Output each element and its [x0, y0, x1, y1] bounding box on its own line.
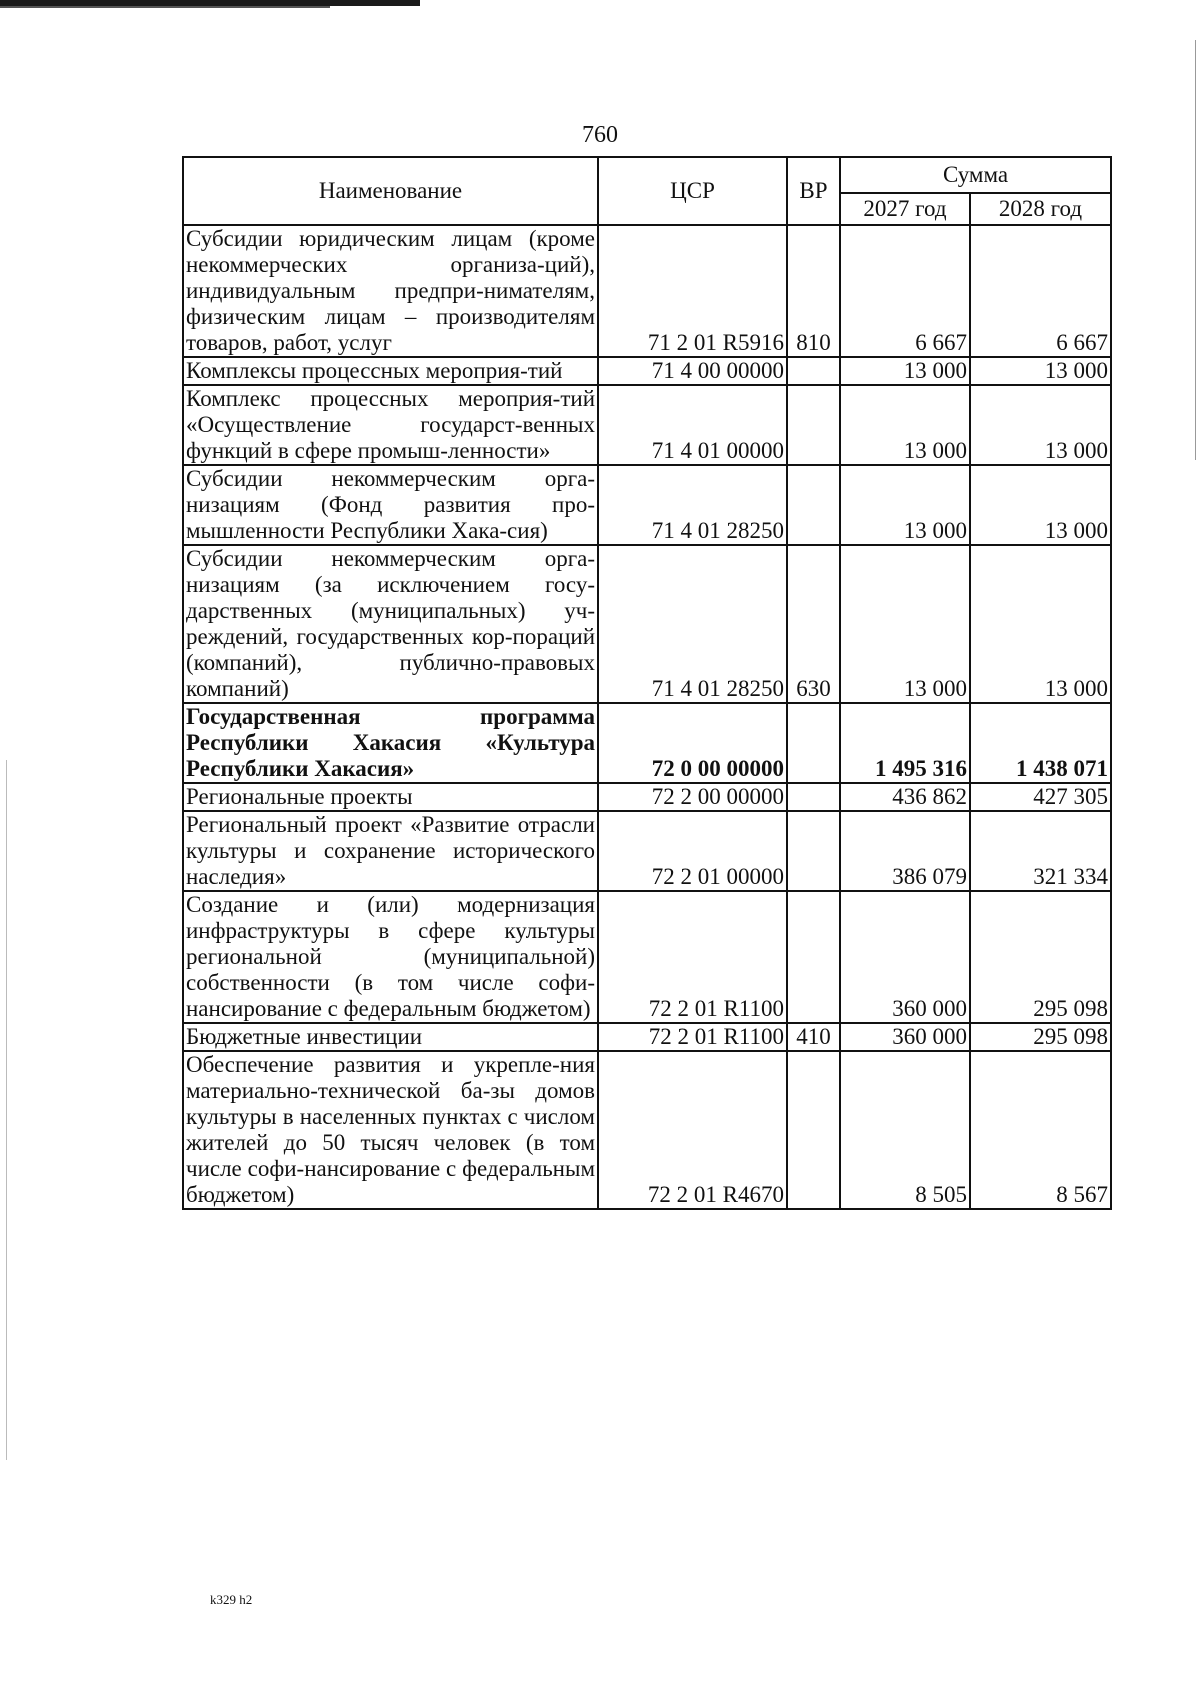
header-csr: ЦСР [598, 157, 787, 225]
cell-amount-2028: 1 438 071 [970, 703, 1111, 783]
cell-name: Бюджетные инвестиции [183, 1023, 598, 1051]
cell-amount-2027: 13 000 [840, 465, 970, 545]
cell-amount-2027: 360 000 [840, 891, 970, 1023]
cell-vr: 810 [787, 225, 840, 357]
cell-vr [787, 811, 840, 891]
cell-vr [787, 783, 840, 811]
scan-edge-right [1195, 40, 1196, 460]
cell-csr: 71 4 01 28250 [598, 545, 787, 703]
cell-amount-2028: 13 000 [970, 465, 1111, 545]
cell-name: Региональные проекты [183, 783, 598, 811]
cell-amount-2027: 6 667 [840, 225, 970, 357]
table-row [183, 891, 1111, 1023]
cell-name: Комплекс процессных мероприя-тий «Осуществление государст-венных функций в сфере промыш-ленности» [183, 385, 598, 465]
cell-csr: 72 2 01 R4670 [598, 1051, 787, 1209]
cell-amount-2028: 295 098 [970, 1023, 1111, 1051]
cell-amount-2027: 13 000 [840, 545, 970, 703]
table-row [183, 811, 1111, 891]
budget-table [182, 156, 1112, 1210]
footer-document-code: k329 h2 [210, 1592, 253, 1607]
cell-name: Субсидии некоммерческим орга-низациям (Фонд развития про-мышленности Республики Хака-сия) [183, 465, 598, 545]
budget-table-container [182, 156, 1110, 1210]
cell-csr: 72 0 00 00000 [598, 703, 787, 783]
page-number: 760 [582, 122, 618, 148]
cell-vr: 410 [787, 1023, 840, 1051]
cell-amount-2027: 13 000 [840, 385, 970, 465]
scan-edge-left [6, 760, 7, 1460]
cell-csr: 72 2 00 00000 [598, 783, 787, 811]
cell-name: Государственная программа Республики Хакасия «Культура Республики Хакасия» [183, 703, 598, 783]
cell-csr: 71 2 01 R5916 [598, 225, 787, 357]
cell-name: Обеспечение развития и укрепле-ния материально-технической ба-зы домов культуры в населенных пунктах с числом жителей до 50 тысяч человек (в том числе софи-нансирование с федеральным бюджетом) [183, 1051, 598, 1209]
cell-vr [787, 891, 840, 1023]
cell-name: Субсидии юридическим лицам (кроме некоммерческих организа-ций), индивидуальным предпри-нимателям, физическим лицам – производителям товаров, работ, услуг [183, 225, 598, 357]
cell-name: Региональный проект «Развитие отрасли культуры и сохранение исторического наследия» [183, 811, 598, 891]
cell-amount-2027: 386 079 [840, 811, 970, 891]
cell-amount-2027: 436 862 [840, 783, 970, 811]
cell-amount-2027: 360 000 [840, 1023, 970, 1051]
header-name: Наименование [183, 157, 598, 225]
table-row [183, 357, 1111, 385]
cell-name: Комплексы процессных мероприя-тий [183, 357, 598, 385]
cell-amount-2028: 6 667 [970, 225, 1111, 357]
table-row [183, 1023, 1111, 1051]
cell-amount-2028: 13 000 [970, 545, 1111, 703]
cell-name: Создание и (или) модернизация инфраструктуры в сфере культуры региональной (муниципальной) собственности (в том числе софи-нансирование с федеральным бюджетом) [183, 891, 598, 1023]
table-row [183, 1051, 1111, 1209]
cell-name: Субсидии некоммерческим орга-низациям (за исключением госу-дарственных (муниципальных) уч-реждений, государственных кор-пораций (компаний), публично-правовых компаний) [183, 545, 598, 703]
cell-vr [787, 703, 840, 783]
header-year-2027: 2027 год [840, 193, 970, 225]
table-row [183, 783, 1111, 811]
cell-vr [787, 465, 840, 545]
table-header [183, 157, 1111, 225]
cell-amount-2028: 427 305 [970, 783, 1111, 811]
scan-edge-top-shadow [0, 6, 330, 8]
cell-amount-2027: 1 495 316 [840, 703, 970, 783]
table-row [183, 703, 1111, 783]
cell-vr [787, 385, 840, 465]
table-row [183, 385, 1111, 465]
cell-csr: 72 2 01 R1100 [598, 1023, 787, 1051]
cell-vr [787, 357, 840, 385]
cell-amount-2027: 13 000 [840, 357, 970, 385]
cell-amount-2028: 13 000 [970, 357, 1111, 385]
cell-vr [787, 1051, 840, 1209]
cell-csr: 71 4 01 28250 [598, 465, 787, 545]
cell-csr: 71 4 01 00000 [598, 385, 787, 465]
cell-csr: 71 4 00 00000 [598, 357, 787, 385]
cell-vr: 630 [787, 545, 840, 703]
cell-amount-2028: 13 000 [970, 385, 1111, 465]
table-row [183, 225, 1111, 357]
header-vr: ВР [787, 157, 840, 225]
table-body [183, 225, 1111, 1209]
table-row [183, 465, 1111, 545]
header-year-2028: 2028 год [970, 193, 1111, 225]
cell-amount-2028: 321 334 [970, 811, 1111, 891]
cell-amount-2027: 8 505 [840, 1051, 970, 1209]
header-sum: Сумма [840, 157, 1111, 193]
cell-amount-2028: 295 098 [970, 891, 1111, 1023]
cell-amount-2028: 8 567 [970, 1051, 1111, 1209]
cell-csr: 72 2 01 R1100 [598, 891, 787, 1023]
table-row [183, 545, 1111, 703]
cell-csr: 72 2 01 00000 [598, 811, 787, 891]
